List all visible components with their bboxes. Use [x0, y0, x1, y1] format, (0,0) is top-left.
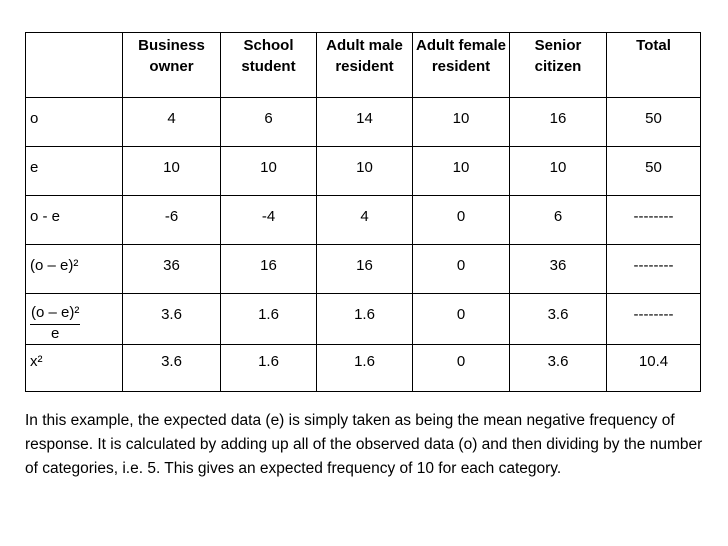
- table-cell: 50: [607, 98, 701, 147]
- explanation-text: In this example, the expected data (e) is simply taken as being the mean negative frequency of response. It is calculated by adding up all of the observed data (o) and then dividing by the number of categories, i.e. 5. This gives an expected frequency of 10 for each category.: [25, 412, 703, 477]
- header-row: [26, 33, 701, 98]
- table-cell: --------: [607, 294, 701, 345]
- table-cell: 16: [221, 245, 317, 294]
- header-senior-citizen: Senior citizen: [510, 33, 607, 98]
- header-school-student: School student: [221, 33, 317, 98]
- table-cell: 10: [413, 98, 510, 147]
- table-cell: 10: [510, 147, 607, 196]
- table-cell: 1.6: [317, 294, 413, 345]
- table-cell: 1.6: [317, 345, 413, 392]
- table-cell: 36: [123, 245, 221, 294]
- fraction-numerator: (o – e)²: [30, 304, 80, 325]
- table-cell: 0: [413, 294, 510, 345]
- table-cell: 4: [123, 98, 221, 147]
- table-cell: 10.4: [607, 345, 701, 392]
- table-cell: 16: [510, 98, 607, 147]
- table-cell: 3.6: [510, 345, 607, 392]
- table-cell: 6: [221, 98, 317, 147]
- table-row-chi-square: [26, 345, 701, 392]
- fraction: [30, 304, 80, 343]
- table-cell: 6: [510, 196, 607, 245]
- row-label: e: [26, 147, 123, 196]
- table-cell: 0: [413, 345, 510, 392]
- table-cell: 0: [413, 196, 510, 245]
- row-label: o - e: [26, 196, 123, 245]
- table-cell: 3.6: [123, 345, 221, 392]
- table-cell: 36: [510, 245, 607, 294]
- table-row-squared-difference-over-e: [26, 294, 701, 345]
- row-label: [26, 294, 123, 345]
- table-cell: 10: [123, 147, 221, 196]
- fraction-denominator: e: [51, 325, 60, 342]
- table-row-squared-difference: [26, 245, 701, 294]
- table-row-observed: [26, 98, 701, 147]
- table-cell: -4: [221, 196, 317, 245]
- table-cell: 1.6: [221, 294, 317, 345]
- header-cell-empty: [26, 33, 123, 98]
- table-cell: 50: [607, 147, 701, 196]
- chi-square-table: [25, 32, 701, 392]
- table-cell: 10: [221, 147, 317, 196]
- header-adult-male-resident: Adult male resident: [317, 33, 413, 98]
- header-adult-female-resident: Adult female resident: [413, 33, 510, 98]
- table-cell: --------: [607, 245, 701, 294]
- table-cell: 10: [317, 147, 413, 196]
- table-cell: 3.6: [123, 294, 221, 345]
- table-cell: 10: [413, 147, 510, 196]
- header-total: Total: [607, 33, 701, 98]
- table-cell: 16: [317, 245, 413, 294]
- table-cell: -6: [123, 196, 221, 245]
- table-cell: 1.6: [221, 345, 317, 392]
- row-label: x²: [26, 345, 123, 392]
- row-label: (o – e)²: [26, 245, 123, 294]
- table-cell: 4: [317, 196, 413, 245]
- table-cell: 0: [413, 245, 510, 294]
- table-cell: 14: [317, 98, 413, 147]
- chi-square-table-container: [25, 32, 700, 392]
- table-row-expected: [26, 147, 701, 196]
- table-cell: 3.6: [510, 294, 607, 345]
- row-label: o: [26, 98, 123, 147]
- table-cell: --------: [607, 196, 701, 245]
- table-row-o-minus-e: [26, 196, 701, 245]
- header-business-owner: Business owner: [123, 33, 221, 98]
